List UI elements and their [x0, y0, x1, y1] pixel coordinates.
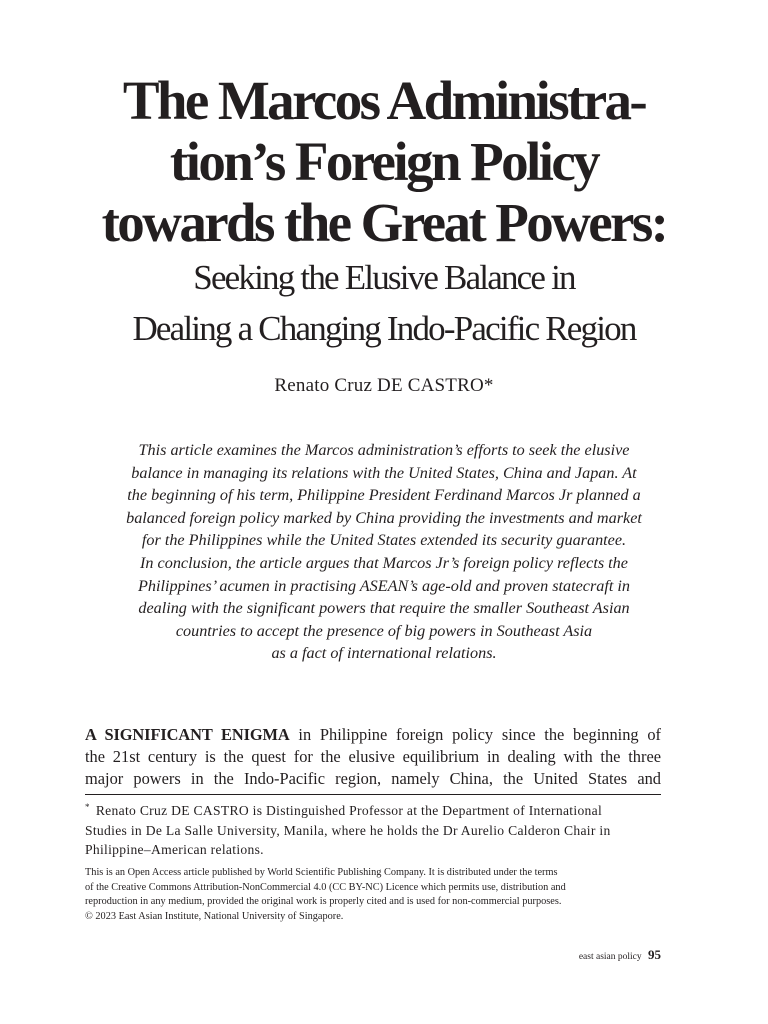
- abstract-line: dealing with the significant powers that require the smaller Southeast Asian: [138, 599, 630, 618]
- body-line-text: in Philippine foreign policy since the beginning of: [289, 725, 661, 744]
- footnote-line: [85, 798, 665, 821]
- abstract-line: for the Philippines while the United States extended its security guarantee.: [141, 531, 627, 550]
- page-folio: [579, 947, 661, 965]
- abstract-line: This article examines the Marcos administration’s efforts to seek the elusive: [138, 441, 630, 459]
- footnote-line: Studies in De La Salle University, Manila, where he holds the Dr Aurelio Calderon Chair in: [85, 822, 611, 838]
- abstract-line: Philippines’ acumen in practising ASEAN’s age-old and proven statecraft in: [137, 576, 631, 595]
- article-subtitle: [60, 252, 708, 354]
- author-footnote: [85, 798, 665, 860]
- footnote-marker: *: [85, 802, 90, 812]
- body-line: major powers in the Indo-Pacific region, namely China, the United States and: [85, 769, 661, 788]
- license-line: This is an Open Access article published by World Scientific Publishing Company. It is distributed under the terms: [85, 867, 558, 878]
- abstract-line: countries to accept the presence of big powers in Southeast Asia: [175, 621, 593, 640]
- author-byline: Renato Cruz DE CASTRO*: [274, 375, 494, 396]
- license-line: © 2023 East Asian Institute, National University of Singapore.: [85, 910, 344, 922]
- abstract-line: balance in managing its relations with the United States, China and Japan. At: [131, 463, 637, 482]
- page-number: 95: [648, 947, 661, 962]
- license-notice: [85, 866, 665, 924]
- footnote-line: Philippine–American relations.: [85, 842, 264, 857]
- body-line: [85, 724, 661, 746]
- footnote-divider: [85, 794, 661, 795]
- abstract-line: as a fact of international relations.: [271, 644, 497, 663]
- title-line: The Marcos Administra-: [122, 70, 646, 131]
- abstract-line: balanced foreign policy marked by China providing the investments and market: [126, 508, 642, 527]
- license-line: of the Creative Commons Attribution-NonCommercial 4.0 (CC BY-NC) Licence which permits use, distribution and: [85, 881, 566, 893]
- article-title: [60, 70, 708, 253]
- title-line: tion’s Foreign Policy: [169, 131, 599, 192]
- body-paragraph: [85, 724, 661, 790]
- journal-name: east asian policy: [578, 952, 642, 962]
- license-line: reproduction in any medium, provided the original work is properly cited and is used for non-commercial purposes.: [85, 896, 562, 907]
- abstract-line: In conclusion, the article argues that Marcos Jr’s foreign policy reflects the: [140, 553, 628, 572]
- lead-in: A SIGNIFICANT ENIGMA: [85, 725, 290, 744]
- title-line: towards the Great Powers:: [101, 192, 667, 253]
- footnote-line-text: Renato Cruz DE CASTRO is Distinguished Professor at the Department of International: [95, 803, 603, 818]
- body-line: the 21st century is the quest for the elusive equilibrium in dealing with the three: [85, 747, 661, 766]
- abstract: [74, 439, 694, 665]
- abstract-line: the beginning of his term, Philippine President Ferdinand Marcos Jr planned a: [127, 486, 641, 505]
- subtitle-line: Dealing a Changing Indo-Pacific Region: [132, 309, 636, 348]
- subtitle-line: Seeking the Elusive Balance in: [193, 258, 575, 297]
